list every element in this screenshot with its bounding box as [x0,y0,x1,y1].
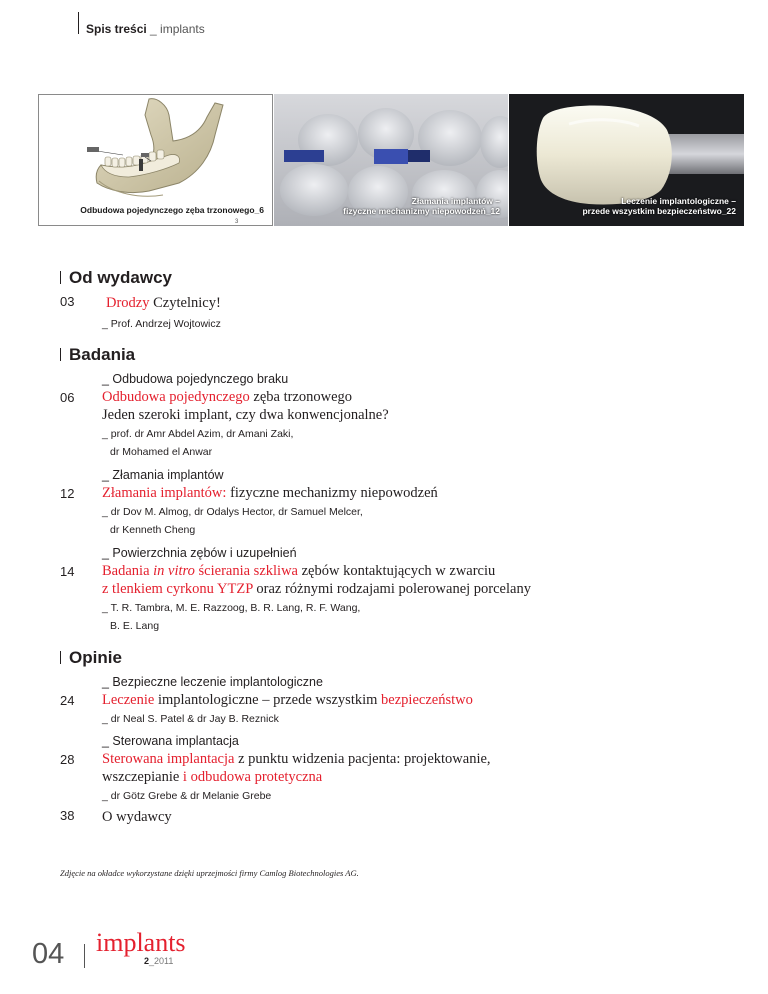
title-text: zębów kontaktujących w zwarciu [297,563,496,579]
entry-title[interactable]: O wydawcy [102,809,172,825]
header-magazine: implants [160,22,205,36]
entry-author: _ prof. dr Amr Abdel Azim, dr Amani Zaki, [102,428,294,440]
cover-credit: Zdjęcie na okładce wykorzystane dzięki uprzejmości firmy Camlog Biotechnologies AG. [60,868,359,878]
photo-3-caption-line2: przede wszystkim bezpieczeństwo_22 [582,206,736,216]
photo-3-caption-line1: Leczenie implantologiczne – [621,196,736,206]
title-highlight: Drodzy [106,295,150,311]
title-italic: in vitro [153,563,195,579]
photo-1-caption: Odbudowa pojedynczego zęba trzonowego_6 [80,205,264,215]
photo-2-caption [343,196,500,216]
entry-author: _ dr Neal S. Patel & dr Jay B. Reznick [102,713,279,725]
entry-author-line2: dr Kenneth Cheng [110,524,196,536]
section-bar [60,271,61,284]
header-divider [78,12,79,34]
issue-year: _2011 [149,956,174,966]
entry-author: _ Prof. Andrzej Wojtowicz [102,318,221,330]
entry-title[interactable] [102,691,473,709]
entry-title-line2: Jeden szeroki implant, czy dwa konwencjonalne? [102,407,389,423]
footer-page-number: 04 [32,938,65,970]
entry-kicker: _ Powierzchnia zębów i uzupełnień [102,546,297,560]
entry-author: _ dr Dov M. Almog, dr Odalys Hector, dr Samuel Melcer, [102,506,363,518]
title-highlight: Badania [102,563,154,579]
section-bar [60,348,61,361]
title-highlight: z tlenkiem cyrkonu YTZP [102,581,253,597]
entry-author-line2: dr Mohamed el Anwar [110,446,213,458]
header-section: Spis treści [86,22,147,36]
page-number: 06 [60,390,75,405]
photo-2-caption-line2: fizyczne mechanizmy niepowodzeń_12 [343,206,500,216]
entry-title[interactable] [106,294,221,312]
title-highlight: Złamania implantów: [102,485,227,501]
entry-title[interactable] [102,562,495,580]
entry-author: _ T. R. Tambra, M. E. Razzoog, B. R. Lang, R. F. Wang, [102,602,361,614]
entry-title[interactable] [102,484,438,502]
entry-kicker: _ Odbudowa pojedynczego braku [102,372,289,386]
entry-title-line2 [102,580,531,598]
entry-kicker: _ Sterowana implantacja [102,734,239,748]
entry-kicker: _ Bezpieczne leczenie implantologiczne [102,675,323,689]
title-text: implantologiczne – przede wszystkim [154,692,382,708]
section-bar [60,651,61,664]
title-text: z punktu widzenia pacjenta: projektowanie, [234,751,491,767]
title-text: fizyczne mechanizmy niepowodzeń [226,485,438,501]
entry-title-line2 [102,768,322,786]
title-highlight: Sterowana implantacja [102,751,235,767]
header-separator: _ [146,22,161,36]
issue-number: 2 [144,956,150,966]
photo-implant-crown [509,94,744,226]
footer-brand-logo: implants [96,928,186,957]
title-highlight: Odbudowa pojedynczego [102,389,250,405]
photo-jaw-model [38,94,273,226]
title-text: zęba trzonowego [249,389,353,405]
entry-author-line2: B. E. Lang [110,620,160,632]
title-highlight: bezpieczeństwo [381,692,473,708]
page-number: 38 [60,808,75,823]
page-number: 28 [60,752,75,767]
photo-3-caption [582,196,736,216]
entry-title[interactable] [102,750,491,768]
footer-divider [84,944,85,968]
page-number: 24 [60,693,75,708]
page-number: 14 [60,564,75,579]
page-number: 12 [60,486,75,501]
title-highlight: Leczenie [102,692,155,708]
entry-author: _ dr Götz Grebe & dr Melanie Grebe [102,790,272,802]
entry-title[interactable] [102,388,352,406]
section-title: Badania [69,345,136,364]
page-number: 03 [60,294,75,309]
photo-1-number: 3 [235,219,239,225]
title-text: oraz różnymi rodzajami polerowanej porcelany [252,581,531,597]
section-title: Opinie [69,648,122,667]
photo-dental-cast [274,94,508,226]
title-text: Czytelnicy! [149,295,221,311]
footer-issue [144,956,173,966]
photo-2-caption-line1: Złamania implantów – [411,196,500,206]
section-heading-publisher [60,268,172,288]
title-highlight: ścierania szkliwa [194,563,298,579]
section-title: Od wydawcy [69,268,172,287]
photo-strip [38,94,744,226]
title-text: wszczepianie [102,769,183,785]
title-highlight: i odbudowa protetyczna [182,769,323,785]
section-heading-research [60,345,135,365]
header-title [86,22,205,36]
entry-kicker: _ Złamania implantów [102,468,224,482]
section-heading-opinions [60,648,122,668]
